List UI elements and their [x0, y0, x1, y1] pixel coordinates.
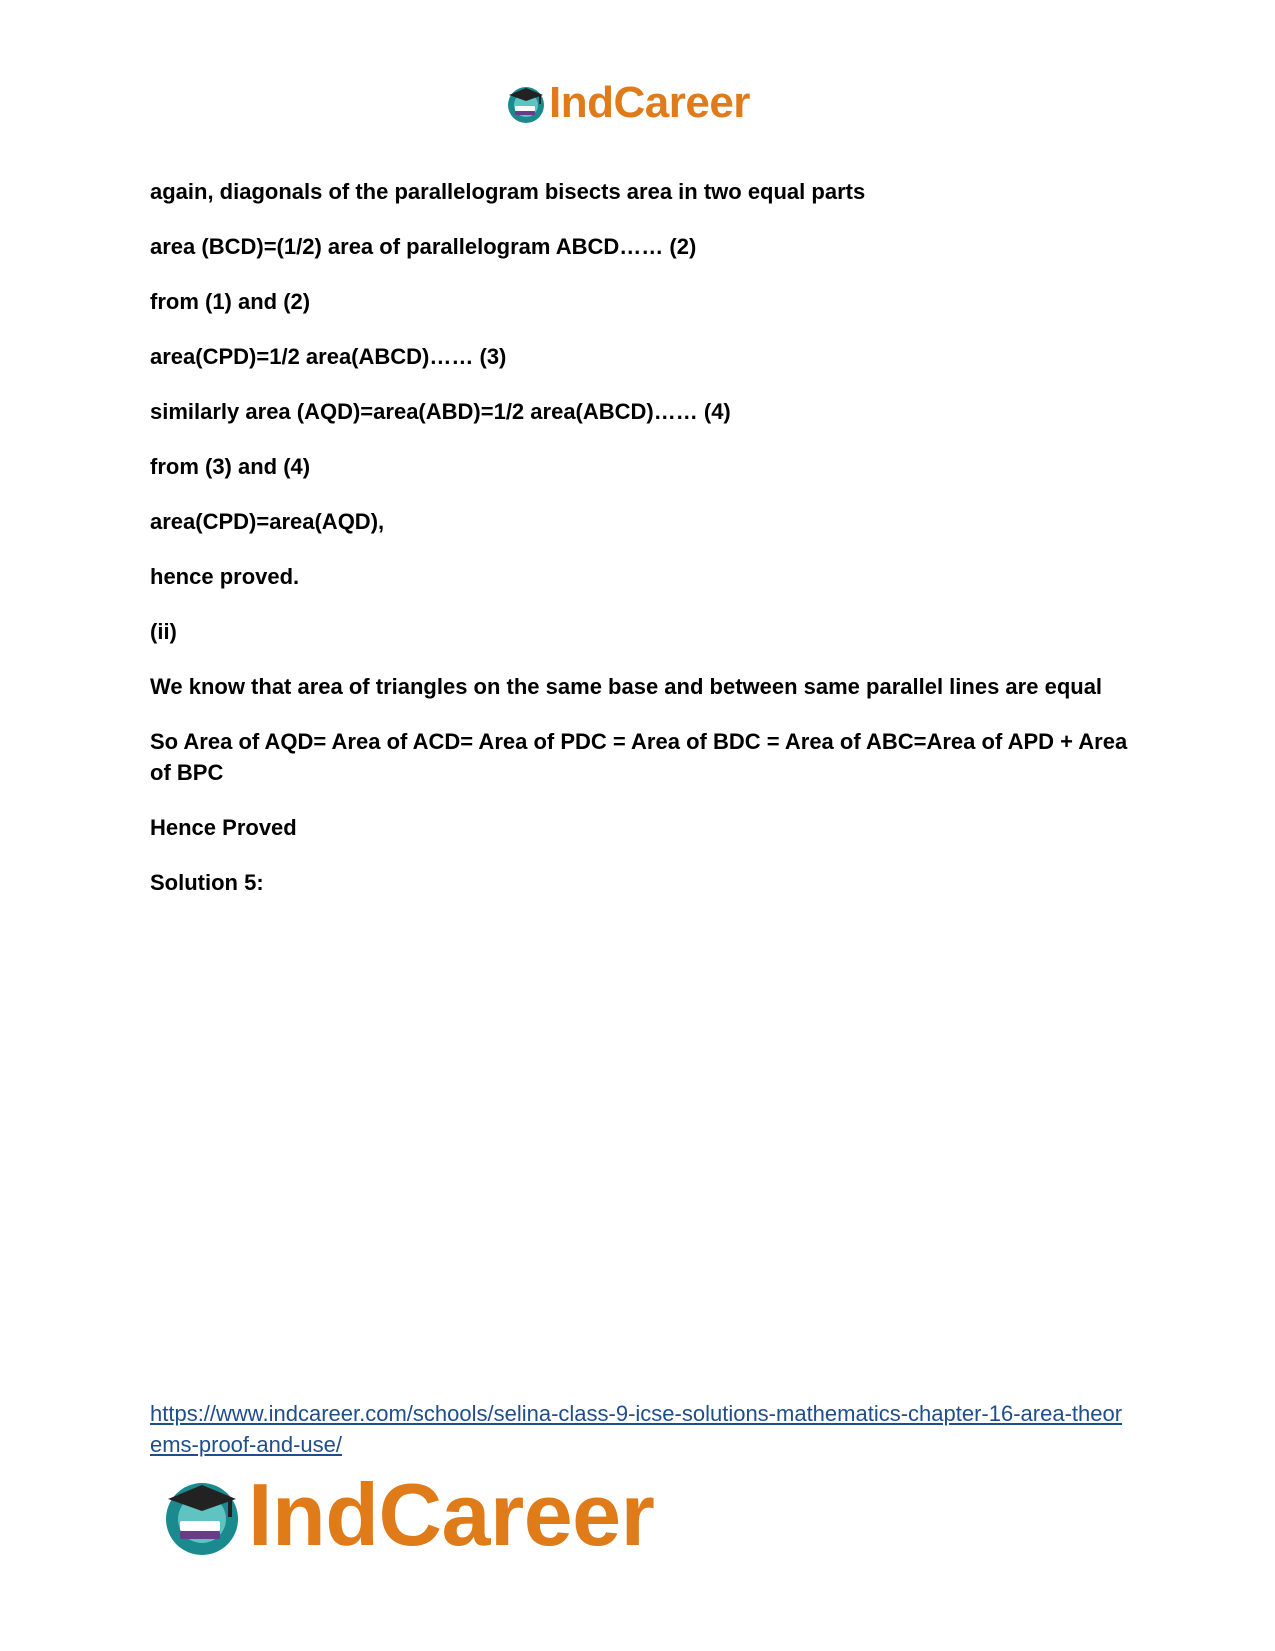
footer-logo-text: IndCareer	[248, 1465, 655, 1564]
paragraph: area(CPD)=area(AQD),	[150, 509, 385, 534]
paragraph: from (1) and (2)	[150, 289, 311, 314]
footer-logo	[160, 1465, 655, 1564]
paragraph: from (3) and (4)	[150, 454, 311, 479]
graduation-cap-icon	[160, 1473, 244, 1557]
paragraph: again, diagonals of the parallelogram bisects area in two equal parts	[150, 179, 866, 204]
paragraph: (ii)	[150, 619, 177, 644]
paragraph: So Area of AQD= Area of ACD= Area of PDC = Area of BDC = Area of ABC=Area of APD + Area of BPC	[150, 729, 1128, 785]
footer-source-link[interactable]: https://www.indcareer.com/schools/selina-class-9-icse-solutions-mathematics-chapter-16-area-theorems-proof-and-use/	[150, 1401, 1123, 1457]
paragraph: We know that area of triangles on the same base and between same parallel lines are equal	[150, 674, 1103, 699]
paragraph: area(CPD)=1/2 area(ABCD)…… (3)	[150, 344, 507, 369]
paragraph: area (BCD)=(1/2) area of parallelogram ABCD…… (2)	[150, 234, 697, 259]
document-body	[150, 176, 1130, 922]
header-logo	[505, 78, 750, 128]
paragraph: similarly area (AQD)=area(ABD)=1/2 area(ABCD)…… (4)	[150, 399, 731, 424]
paragraph: hence proved.	[150, 564, 300, 589]
paragraph: Solution 5:	[150, 870, 264, 895]
paragraph: Hence Proved	[150, 815, 297, 840]
header-logo-text: IndCareer	[549, 78, 750, 127]
graduation-cap-icon	[505, 82, 547, 124]
